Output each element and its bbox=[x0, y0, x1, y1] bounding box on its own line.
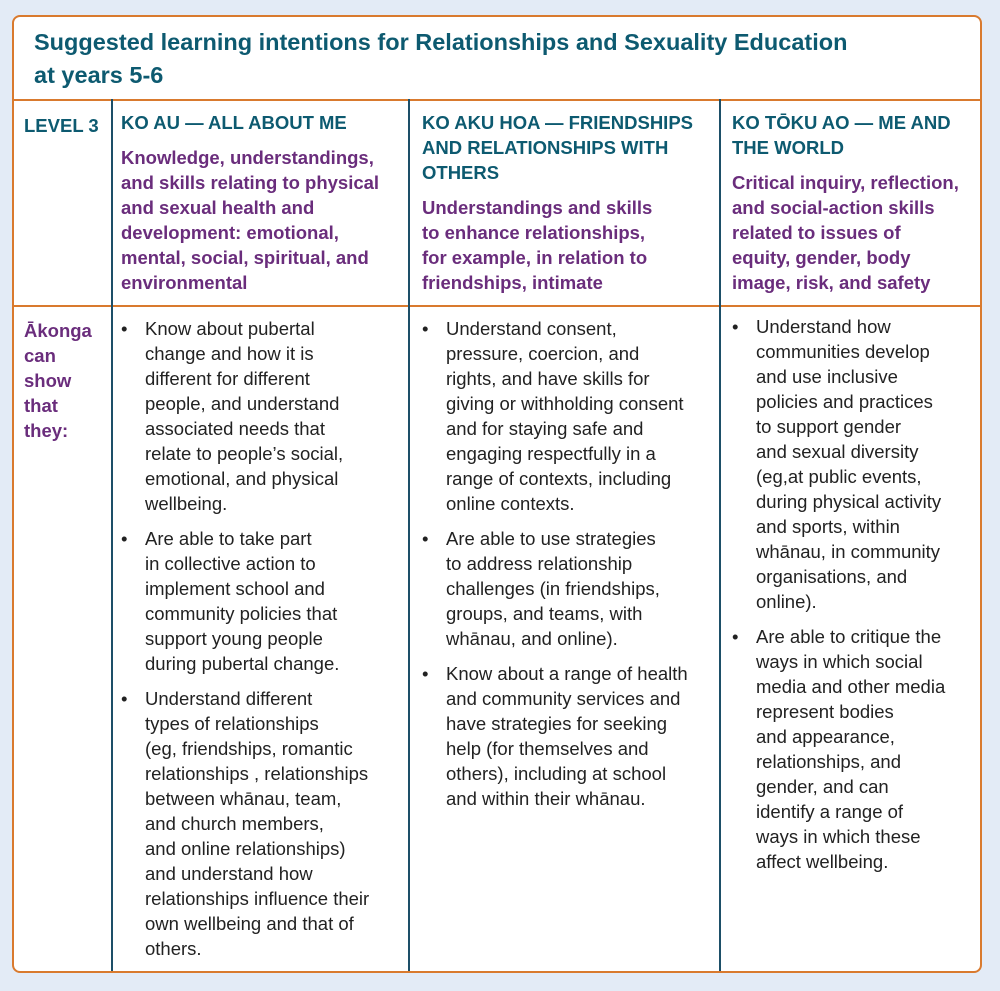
item-line: media and other media bbox=[756, 676, 946, 697]
bullet-icon: • bbox=[422, 663, 429, 684]
item-line: and appearance, bbox=[756, 726, 895, 747]
item-line: own wellbeing and that of bbox=[145, 913, 354, 934]
subtitle-line: Understandings and skills bbox=[422, 197, 653, 218]
subtitle-line: environmental bbox=[121, 272, 248, 293]
item-line: rights, and have skills for bbox=[446, 368, 650, 389]
column-header-ko-au bbox=[121, 110, 406, 295]
item-line: to support gender bbox=[756, 416, 902, 437]
item-line: during pubertal change. bbox=[145, 653, 340, 674]
item-line: pressure, coercion, and bbox=[446, 343, 640, 364]
item-line: represent bodies bbox=[756, 701, 894, 722]
item-line: Are able to critique the bbox=[756, 626, 942, 647]
item-line: Know about a range of health bbox=[446, 663, 688, 684]
item-line: affect wellbeing. bbox=[756, 851, 889, 872]
item-line: (eg, friendships, romantic bbox=[145, 738, 353, 759]
item-line: and understand how bbox=[145, 863, 313, 884]
subtitle-line: related to issues of bbox=[732, 222, 901, 243]
title-line-1: Suggested learning intentions for Relationships and Sexuality Education bbox=[34, 29, 848, 55]
list-item bbox=[121, 316, 406, 516]
item-line: emotional, and physical bbox=[145, 468, 339, 489]
bullet-icon: • bbox=[121, 688, 128, 709]
item-line: policies and practices bbox=[756, 391, 933, 412]
item-line: relationships , relationships bbox=[145, 763, 369, 784]
column-body-ko-au bbox=[121, 316, 406, 971]
item-line: ways in which these bbox=[756, 826, 921, 847]
subtitle-line: development: emotional, bbox=[121, 222, 339, 243]
table-title bbox=[34, 26, 934, 92]
list-item bbox=[422, 526, 717, 651]
subtitle-line: friendships, intimate bbox=[422, 272, 603, 293]
bullet-icon: • bbox=[121, 318, 128, 339]
item-line: help (for themselves and bbox=[446, 738, 649, 759]
list-item bbox=[121, 526, 406, 676]
column-header-ko-toku-ao bbox=[732, 110, 977, 295]
item-line: identify a range of bbox=[756, 801, 904, 822]
item-line: range of contexts, including bbox=[446, 468, 672, 489]
list-item bbox=[422, 316, 717, 516]
row-divider bbox=[14, 305, 980, 307]
column-subtitle bbox=[121, 145, 406, 295]
title-line-2: at years 5-6 bbox=[34, 62, 164, 88]
item-line: others), including at school bbox=[446, 763, 667, 784]
title-line: KO AKU HOA — FRIENDSHIPS bbox=[422, 112, 694, 133]
bullet-list bbox=[732, 314, 977, 874]
list-item bbox=[732, 624, 977, 874]
subtitle-line: to enhance relationships, bbox=[422, 222, 646, 243]
header-divider bbox=[14, 99, 980, 101]
item-line: Know about pubertal bbox=[145, 318, 315, 339]
bullet-icon: • bbox=[732, 316, 739, 337]
item-line: support young people bbox=[145, 628, 323, 649]
item-line: Understand different bbox=[145, 688, 313, 709]
title-line: AND RELATIONSHIPS WITH bbox=[422, 137, 669, 158]
row-label-line: can bbox=[24, 345, 56, 366]
column-divider-2 bbox=[408, 99, 410, 971]
learning-intentions-table bbox=[12, 15, 982, 973]
bullet-icon: • bbox=[422, 318, 429, 339]
item-line: during physical activity bbox=[756, 491, 942, 512]
column-divider-1 bbox=[111, 99, 113, 971]
item-line: relationships influence their bbox=[145, 888, 370, 909]
item-line: have strategies for seeking bbox=[446, 713, 668, 734]
item-line: ways in which social bbox=[756, 651, 923, 672]
column-body-ko-toku-ao bbox=[732, 314, 977, 884]
subtitle-line: Critical inquiry, reflection, bbox=[732, 172, 959, 193]
item-line: and within their whānau. bbox=[446, 788, 646, 809]
list-item bbox=[422, 661, 717, 811]
item-line: and sexual diversity bbox=[756, 441, 919, 462]
item-line: challenges (in friendships, bbox=[446, 578, 660, 599]
item-line: organisations, and bbox=[756, 566, 908, 587]
subtitle-line: and skills relating to physical bbox=[121, 172, 380, 193]
row-label-line: show bbox=[24, 370, 72, 391]
item-line: relate to people’s social, bbox=[145, 443, 344, 464]
column-title bbox=[121, 110, 406, 135]
item-line: types of relationships bbox=[145, 713, 319, 734]
item-line: change and how it is bbox=[145, 343, 314, 364]
title-line: OTHERS bbox=[422, 162, 500, 183]
column-subtitle bbox=[422, 195, 717, 295]
item-line: Are able to take part bbox=[145, 528, 312, 549]
item-line: community policies that bbox=[145, 603, 338, 624]
item-line: whānau, in community bbox=[756, 541, 941, 562]
subtitle-line: equity, gender, body bbox=[732, 247, 911, 268]
column-body-ko-aku-hoa bbox=[422, 316, 717, 821]
item-line: relationships, and bbox=[756, 751, 902, 772]
subtitle-line: and social-action skills bbox=[732, 197, 935, 218]
title-line: KO TŌKU AO — ME AND bbox=[732, 112, 951, 133]
column-divider-3 bbox=[719, 99, 721, 971]
item-line: others. bbox=[145, 938, 202, 959]
item-line: people, and understand bbox=[145, 393, 340, 414]
row-label-line: Ākonga bbox=[24, 320, 92, 341]
list-item bbox=[732, 314, 977, 614]
item-line: (eg,at public events, bbox=[756, 466, 922, 487]
item-line: whānau, and online). bbox=[446, 628, 618, 649]
title-line: KO AU — ALL ABOUT ME bbox=[121, 112, 347, 133]
column-title bbox=[732, 110, 977, 160]
item-line: different for different bbox=[145, 368, 310, 389]
bullet-list bbox=[121, 316, 406, 961]
row-label-line: they: bbox=[24, 420, 69, 441]
item-line: to address relationship bbox=[446, 553, 633, 574]
item-line: Are able to use strategies bbox=[446, 528, 656, 549]
bullet-list bbox=[422, 316, 717, 811]
item-line: wellbeing. bbox=[145, 493, 228, 514]
item-line: and church members, bbox=[145, 813, 324, 834]
item-line: and for staying safe and bbox=[446, 418, 644, 439]
item-line: giving or withholding consent bbox=[446, 393, 684, 414]
item-line: online). bbox=[756, 591, 817, 612]
subtitle-line: Knowledge, understandings, bbox=[121, 147, 374, 168]
item-line: and community services and bbox=[446, 688, 681, 709]
item-line: associated needs that bbox=[145, 418, 325, 439]
subtitle-line: and sexual health and bbox=[121, 197, 315, 218]
title-line: THE WORLD bbox=[732, 137, 845, 158]
column-subtitle bbox=[732, 170, 977, 295]
row-label-akonga bbox=[24, 318, 109, 443]
bullet-icon: • bbox=[732, 626, 739, 647]
subtitle-line: image, risk, and safety bbox=[732, 272, 931, 293]
item-line: Understand how bbox=[756, 316, 891, 337]
subtitle-line: mental, social, spiritual, and bbox=[121, 247, 369, 268]
item-line: between whānau, team, bbox=[145, 788, 342, 809]
item-line: and use inclusive bbox=[756, 366, 898, 387]
item-line: communities develop bbox=[756, 341, 930, 362]
item-line: in collective action to bbox=[145, 553, 316, 574]
item-line: gender, and can bbox=[756, 776, 889, 797]
list-item bbox=[121, 686, 406, 961]
item-line: groups, and teams, with bbox=[446, 603, 643, 624]
column-header-ko-aku-hoa bbox=[422, 110, 717, 295]
item-line: online contexts. bbox=[446, 493, 575, 514]
item-line: Understand consent, bbox=[446, 318, 617, 339]
row-label-line: that bbox=[24, 395, 58, 416]
level-label: LEVEL 3 bbox=[24, 115, 99, 136]
item-line: and sports, within bbox=[756, 516, 900, 537]
item-line: implement school and bbox=[145, 578, 325, 599]
bullet-icon: • bbox=[121, 528, 128, 549]
item-line: and online relationships) bbox=[145, 838, 346, 859]
bullet-icon: • bbox=[422, 528, 429, 549]
column-title bbox=[422, 110, 717, 185]
subtitle-line: for example, in relation to bbox=[422, 247, 648, 268]
item-line: engaging respectfully in a bbox=[446, 443, 656, 464]
